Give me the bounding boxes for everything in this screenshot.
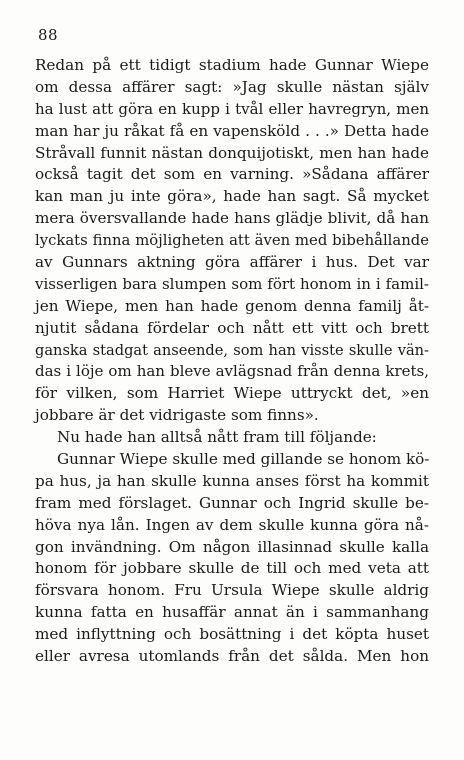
page-number: 88 [38,26,59,44]
text-line: ha lust att göra en kupp i tvål eller havregryn, men [35,99,429,118]
text-line: Redan på ett tidigt stadium hade Gunnar Wiepe [35,56,429,74]
text-line: Stråvall funnit nästan donquijotiskt, men han hade [35,143,429,162]
text-line: fram med förslaget. Gunnar och Ingrid skulle be- [35,493,429,512]
text-line: höva nya lån. Ingen av dem skulle kunna göra nå- [35,515,429,534]
text-line: lyckats finna möjligheten att även med bibehållande [35,232,429,250]
text-line: för vilken, som Harriet Wiepe uttryckt det, »en [35,384,429,403]
text-line: pa hus, ja han skulle kunna anses först ha kommit [35,471,429,490]
text-line: med inflyttning och bosättning i det köpta huset [35,625,429,644]
text-line: mera översvallande hade hans glädje blivit, då han [35,209,429,228]
text-line: njutit sådana fördelar och nått ett vitt och brett [35,318,429,337]
text-line: kan man ju inte göra», hade han sagt. Så mycket [35,187,429,206]
text-line: också tagit det som en varning. »Sådana affärer [35,165,429,184]
text-line: jobbare är det vidrigaste som finns». [35,406,319,425]
text-line: gon invändning. Om någon illasinnad skulle kalla [35,537,429,556]
text-line: försvara honom. Fru Ursula Wiepe skulle aldrig [35,581,429,600]
text-line: om dessa affärer sagt: »Jag skulle nästan själv [35,77,429,96]
text-line: Nu hade han alltså nått fram till följande: [57,428,377,447]
text-line: man har ju råkat få en vapensköld . . .» Detta hade [35,121,429,140]
text-line: das i löje om han bleve avlägsnad från denna krets, [35,362,429,381]
text-line: honom för jobbare skulle de till och med veta att [35,559,429,578]
body-text [35,55,429,668]
text-line: jen Wiepe, men han hade genom denna familj åt- [35,296,429,315]
text-line: Gunnar Wiepe skulle med gillande se honom kö- [57,450,430,469]
text-line: eller avresa utomlands från det sålda. Men hon [35,647,429,666]
text-line: kunna fatta en husaffär annat än i sammanhang [35,603,429,622]
text-line: visserligen bara slumpen som fört honom in i famil- [35,274,429,293]
text-line: av Gunnars aktning göra affärer i hus. Det var [35,253,429,272]
text-line: ganska stadgat anseende, som han visste skulle vän- [35,341,429,359]
